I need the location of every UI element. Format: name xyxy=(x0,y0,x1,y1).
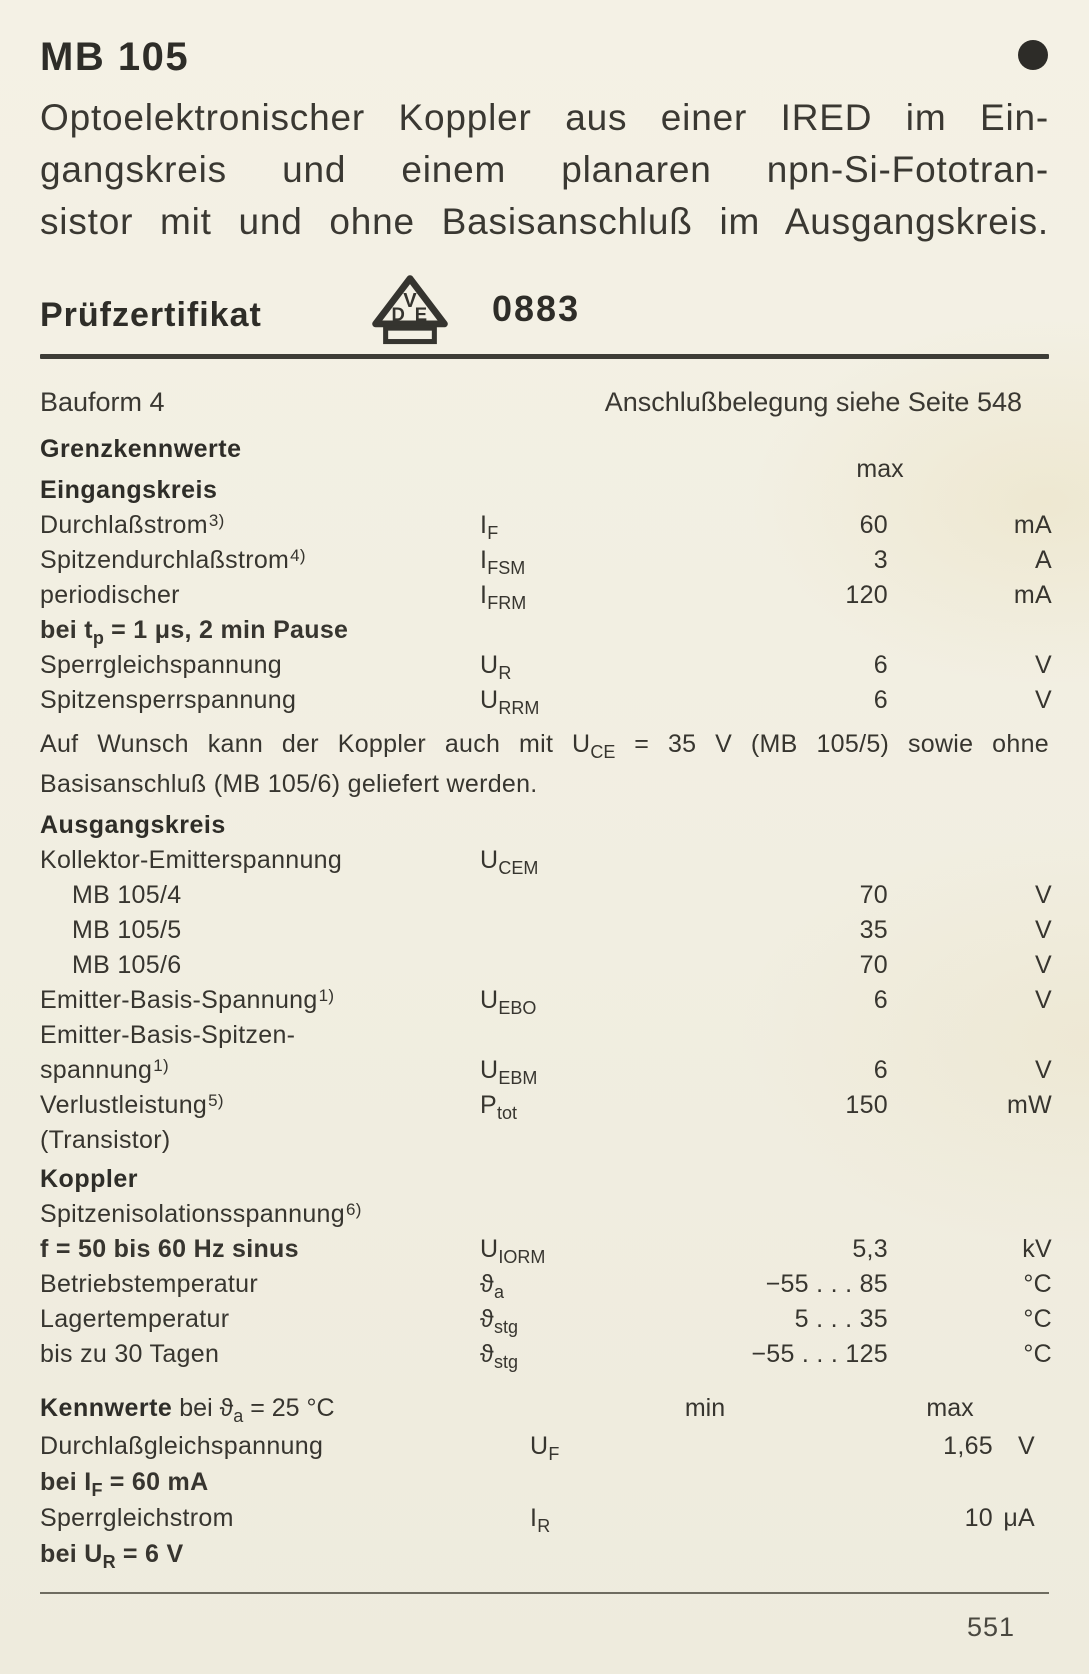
table-row xyxy=(40,1123,1049,1158)
value: 1,65 xyxy=(943,1432,993,1460)
unit: V xyxy=(1035,986,1052,1014)
limits-header xyxy=(40,435,1049,483)
row-label: Sperrgleichspannung xyxy=(40,651,282,679)
table-row xyxy=(40,843,1049,878)
page-number: 551 xyxy=(966,1612,1015,1642)
row-label: MB 105/6 xyxy=(72,951,182,979)
info-row xyxy=(40,385,1049,419)
unit: μA xyxy=(1003,1504,1035,1532)
part-description xyxy=(40,92,1049,248)
part-number-title: MB 105 xyxy=(40,35,190,79)
table-row xyxy=(40,878,1052,913)
symbol-subscript: FRM xyxy=(487,592,527,613)
option-note-line: Auf Wunsch kann der Koppler auch mit $U_{CE} = 35$ V (MB 105/5) sowie ohne xyxy=(40,730,1049,762)
row-label: Lagertemperatur xyxy=(40,1305,230,1333)
value: −55 . . . 85 xyxy=(765,1270,888,1298)
table-row xyxy=(40,578,1052,613)
characteristics-section xyxy=(40,1388,1049,1572)
row-label: Kollektor-Emitterspannung xyxy=(40,846,343,874)
table-row xyxy=(40,1088,1052,1123)
table-row xyxy=(40,1197,1049,1232)
row-label: MB 105/4 xyxy=(72,881,182,909)
certificate-number: 0883 xyxy=(492,288,581,329)
description-line: gangskreis und einem planaren npn-Si-Fototran- xyxy=(40,149,1049,190)
subscript: F xyxy=(91,1479,103,1500)
table-row xyxy=(40,613,1049,648)
svg-text:V: V xyxy=(403,290,417,313)
footnote-marker: 5) xyxy=(208,1090,224,1110)
characteristics-title: Kennwerte xyxy=(40,1394,173,1422)
value: 70 xyxy=(859,881,888,909)
row-label: Spitzenisolationsspannung$^{6)}$ xyxy=(40,1199,362,1228)
row-label: spannung$^{1)}$ xyxy=(40,1055,169,1084)
symbol: $ϑ_a$ xyxy=(480,1270,504,1302)
symbol: $U_{CEM}$ xyxy=(480,846,539,878)
footnote-marker: 4) xyxy=(290,545,306,565)
row-label: bei $I_F = 60$ mA xyxy=(40,1468,209,1500)
symbol: $I_R$ xyxy=(530,1504,551,1536)
characteristics-condition: bei $ϑ_a = 25$ °C xyxy=(172,1394,335,1426)
row-label: Sperrgleichstrom xyxy=(40,1504,234,1532)
unit: V xyxy=(1018,1432,1035,1460)
row-label: Emitter-Basis-Spannung$^{1)}$ xyxy=(40,985,335,1014)
value: 5 . . . 35 xyxy=(794,1305,888,1333)
unit: kV xyxy=(1022,1235,1052,1263)
row-label: Verlustleistung$^{5)}$ xyxy=(40,1090,224,1119)
symbol-subscript: tot xyxy=(496,1102,517,1123)
symbol-subscript: IORM xyxy=(498,1246,546,1267)
symbol: $I_{FSM}$ xyxy=(480,546,526,578)
characteristics-header xyxy=(40,1388,1049,1428)
row-label: Betriebstemperatur xyxy=(40,1270,258,1298)
symbol: $ϑ_{stg}$ xyxy=(480,1305,518,1337)
svg-text:E: E xyxy=(414,303,428,325)
symbol-subscript: F xyxy=(487,522,499,543)
footnote-marker: 1) xyxy=(318,985,335,1005)
subscript: R xyxy=(102,1551,116,1572)
vde-logo-icon xyxy=(368,272,452,354)
unit: mA xyxy=(1013,581,1052,609)
table-row xyxy=(40,648,1052,683)
value: 150 xyxy=(845,1091,888,1119)
unit: V xyxy=(1035,881,1052,909)
row-label: Durchlaßgleichspannung xyxy=(40,1432,324,1460)
certificate-row xyxy=(40,272,1049,352)
table-row xyxy=(40,683,1052,718)
symbol-subscript: FSM xyxy=(487,557,526,578)
table-row xyxy=(40,1536,1049,1572)
footnote-marker: 3) xyxy=(208,510,225,530)
unit: mA xyxy=(1013,511,1052,539)
table-row xyxy=(40,1267,1052,1302)
section-heading: Ausgangskreis xyxy=(40,811,226,839)
section-heading: Eingangskreis xyxy=(40,476,218,504)
unit: V xyxy=(1035,951,1052,979)
row-label: bei $U_R = 6$ V xyxy=(40,1540,184,1572)
table-row xyxy=(40,948,1052,983)
unit: °C xyxy=(1023,1305,1052,1333)
value: 6 xyxy=(873,986,888,1014)
section-heading: Koppler xyxy=(40,1165,138,1193)
symbol: $U_{RRM}$ xyxy=(480,686,540,718)
symbol-subscript: stg xyxy=(493,1351,518,1372)
value: 120 xyxy=(845,581,888,609)
value: 3 xyxy=(873,546,888,574)
unit: A xyxy=(1035,546,1052,574)
table-row xyxy=(40,1337,1052,1372)
column-header-max: max xyxy=(856,455,904,483)
option-note-line: Basisanschluß (MB 105/6) geliefert werden. xyxy=(40,770,538,798)
row-label: bis zu 30 Tagen xyxy=(40,1340,220,1368)
value: −55 . . . 125 xyxy=(751,1340,888,1368)
symbol: $U_F$ xyxy=(530,1432,560,1464)
table-row xyxy=(40,1232,1052,1267)
symbol: $P_{tot}$ xyxy=(480,1091,517,1123)
row-label: (Transistor) xyxy=(40,1126,171,1154)
table-row xyxy=(40,1464,1049,1500)
value: 70 xyxy=(859,951,888,979)
symbol: $I_{FRM}$ xyxy=(480,581,527,613)
symbol-subscript: EBM xyxy=(498,1067,538,1088)
value: 6 xyxy=(873,1056,888,1084)
unit: V xyxy=(1035,651,1052,679)
output-circuit-section xyxy=(40,808,1052,1158)
symbol-subscript: F xyxy=(548,1443,560,1464)
bauform-label: Bauform 4 xyxy=(40,387,165,417)
output-circuit-rows xyxy=(40,843,1052,1158)
table-row xyxy=(40,1500,1049,1536)
pin-assignment-reference: Anschlußbelegung siehe Seite 548 xyxy=(604,387,1022,417)
symbol-subscript: R xyxy=(537,1515,551,1536)
page-marker-dot-icon xyxy=(1018,40,1048,70)
table-row xyxy=(40,508,1052,543)
coupler-rows xyxy=(40,1197,1052,1372)
symbol-subscript: R xyxy=(498,662,512,683)
table-row xyxy=(40,913,1052,948)
row-label: bei $t_p = 1$ μs, 2 min Pause xyxy=(40,616,349,648)
symbol-subscript: stg xyxy=(493,1316,518,1337)
unit: V xyxy=(1035,916,1052,944)
symbol: $I_F$ xyxy=(480,511,499,543)
row-label: f = 50 bis 60 Hz sinus xyxy=(40,1235,299,1263)
table-row xyxy=(40,1428,1049,1464)
value: 10 xyxy=(964,1504,993,1532)
symbol: $U_{IORM}$ xyxy=(480,1235,546,1267)
table-row xyxy=(40,543,1052,578)
value: 6 xyxy=(873,686,888,714)
footnote-marker: 1) xyxy=(153,1055,169,1075)
symbol: $U_{EBO}$ xyxy=(480,986,537,1018)
option-note xyxy=(40,724,1049,804)
column-header-min: min xyxy=(684,1394,726,1422)
symbol-subscript: RRM xyxy=(498,697,540,718)
subscript: p xyxy=(92,627,104,648)
top-divider xyxy=(40,354,1049,359)
symbol-subscript: CEM xyxy=(498,857,539,878)
limits-title: Grenzkennwerte xyxy=(40,435,242,463)
input-circuit-section xyxy=(40,473,1052,718)
certificate-label: Prüfzertifikat xyxy=(40,296,262,334)
table-row xyxy=(40,1018,1049,1053)
characteristics-rows xyxy=(40,1428,1049,1572)
symbol: $U_R$ xyxy=(480,651,512,683)
table-row xyxy=(40,983,1052,1018)
unit: mW xyxy=(1006,1091,1052,1119)
unit: °C xyxy=(1023,1340,1052,1368)
value: 60 xyxy=(859,511,888,539)
unit: V xyxy=(1035,686,1052,714)
row-label: MB 105/5 xyxy=(72,916,182,944)
row-label: Spitzendurchlaßstrom$^{4)}$ xyxy=(40,545,306,574)
symbol-subscript: EBO xyxy=(498,997,537,1018)
symbol-subscript: a xyxy=(493,1281,504,1302)
symbol: $ϑ_{stg}$ xyxy=(480,1340,518,1372)
unit: °C xyxy=(1023,1270,1052,1298)
value: 35 xyxy=(859,916,888,944)
description-line: Optoelektronischer Koppler aus einer IRED im Ein- xyxy=(40,97,1049,138)
row-label: Spitzensperrspannung xyxy=(40,686,297,714)
table-row xyxy=(40,1302,1052,1337)
description-line: sistor mit und ohne Basisanschluß im Ausgangskreis. xyxy=(40,201,1049,242)
value: 6 xyxy=(873,651,888,679)
unit: V xyxy=(1035,1056,1052,1084)
value: 5,3 xyxy=(852,1235,888,1263)
row-label: Durchlaßstrom$^{3)}$ xyxy=(40,510,225,539)
column-header-max: max xyxy=(926,1394,974,1422)
table-row xyxy=(40,1053,1052,1088)
symbol: $U_{EBM}$ xyxy=(480,1056,538,1088)
bottom-divider xyxy=(40,1592,1049,1594)
svg-text:D: D xyxy=(391,303,405,325)
row-label: Emitter-Basis-Spitzen- xyxy=(40,1021,296,1049)
footnote-marker: 6) xyxy=(345,1199,362,1219)
row-label: periodischer xyxy=(40,581,180,609)
input-circuit-rows xyxy=(40,508,1052,718)
coupler-section xyxy=(40,1162,1052,1372)
